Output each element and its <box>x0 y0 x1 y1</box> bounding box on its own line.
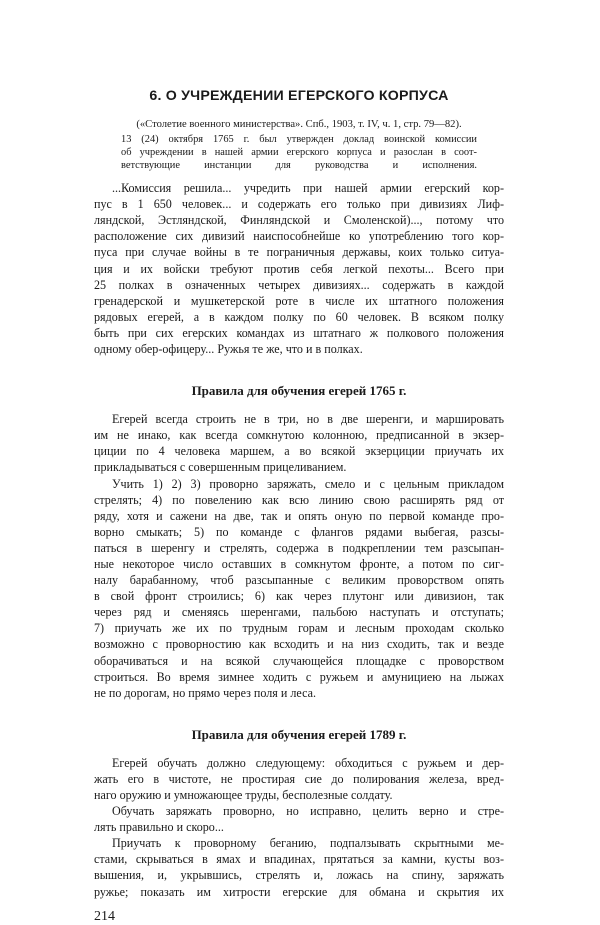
section-title-1765: Правила для обучения егерей 1765 г. <box>191 383 407 399</box>
rules-1765-text <box>94 411 504 701</box>
text-line: лять правильно и скоро... <box>94 820 224 835</box>
intro-line: 13 (24) октября 1765 г. был утвержден доклад воинской комиссии <box>121 133 477 145</box>
rules-1789-text <box>94 755 504 900</box>
text-line: гренадерской и мушкетерской роте в числе их штатного положения <box>94 293 504 308</box>
text-line: Обучать заряжать проворно, но исправно, целить верно и стре- <box>112 804 504 819</box>
text-line: ...Комиссия решила... учредить при нашей армии егерский кор- <box>112 181 504 196</box>
text-line: через ряд и сменяясь шеренгами, пальбою наступать и отступать; <box>94 605 504 620</box>
chapter-title: 6. О УЧРЕЖДЕНИИ ЕГЕРСКОГО КОРПУСА <box>149 88 449 104</box>
text-line: строиться. Во время зимнее ходить с ружьем и амунициею на лыжах <box>94 669 504 684</box>
text-line: паться в шеренгу и стрелять, содержа в подкреплении тем разсыпан- <box>94 540 504 555</box>
document-page <box>94 88 504 925</box>
text-line: налу барабанному, чтоб разсыпанные с великим проворством опять <box>94 573 504 588</box>
text-line: не по дорогам, но прямо через поля и леса. <box>94 685 316 700</box>
text-line: Учить 1) 2) 3) проворно заряжать, смело и с цельным прикладом <box>112 476 504 491</box>
text-line: стами, скрываться в ямах и впадинах, прятаться за камни, кусты воз- <box>94 852 504 867</box>
text-line: в свой фронт строились; 6) как через плутонг или дивизион, так <box>94 589 504 604</box>
text-line: жать его в чистоте, не простирая сие до полирования железа, вред- <box>94 771 504 786</box>
commission-decision-text <box>94 180 504 357</box>
text-line: ворно смыкать; 5) по команде с флангов рядами выбегая, разсы- <box>94 524 504 539</box>
text-line: циции по 4 человека маршем, а во всякой экзерциции приучать их <box>94 444 504 459</box>
text-line: быть при сих егерских командах из штатнаго ж полкового положения <box>94 325 504 340</box>
text-line: Егерей обучать должно следующему: обходиться с ружьем и дер- <box>112 755 504 770</box>
text-line: Приучать к проворному беганию, подпалзывать скрытными ме- <box>112 836 504 851</box>
text-line: расположение сих дивизий наиспособнейше ко употреблению того кор- <box>94 229 504 244</box>
text-line: ные некоторое число оставших в сомкнутом фронте, а потом по сиг- <box>94 556 504 571</box>
text-line: наго оружию и умножающее труды, бесполезные солдату. <box>94 788 393 803</box>
text-line: ция и их войски требуют против себя легкой пехоты... Всего при <box>94 261 504 276</box>
source-citation: («Столетие военного министерства». Спб., 1903, т. IV, ч. 1, стр. 79—82). <box>136 119 462 130</box>
intro-line: об учреждении в нашей армии егерского корпуса и разослан в соот- <box>121 146 477 158</box>
text-line: 7) приучать же их по трудным горам и лесным проходам сколько <box>94 621 504 636</box>
text-line: возможно с проворностию как всходить и на низ сходить, так и везде <box>94 637 504 652</box>
text-line: пуса при случае войны в те пограничныя державы, коих только ситуа- <box>94 245 504 260</box>
text-line: 25 полках в означенных четырех дивизиях... содержать в каждой <box>94 277 504 292</box>
page-number: 214 <box>94 908 115 924</box>
intro-line: ветствующие инстанции для руководства и исполнения. <box>121 159 477 171</box>
section-title-1789: Правила для обучения егерей 1789 г. <box>191 726 407 742</box>
text-line: стрелять; 4) по повелению как всю линию свою расширять ряд от <box>94 492 504 507</box>
text-line: им не инако, как всегда сомкнутою колонною, предписанной в экзер- <box>94 428 504 443</box>
text-line: Егерей всегда строить не в три, но в две шеренги, и маршировать <box>112 412 504 427</box>
text-line: ружье; показать им хитрости егерские для обмана и скрытия их <box>94 884 504 899</box>
intro-note <box>121 133 477 173</box>
text-line: рядовых егерей, а в каждом полку по 60 человек. В всяком полку <box>94 309 504 324</box>
text-line: ляндской, Эстляндской, Финляндской и Смоленской)..., потому что <box>94 213 504 228</box>
text-line: прикладываться с совершенным прицеливанием. <box>94 460 347 475</box>
text-line: вышения, и, укрывшись, стрелять и, ложась на спину, заряжать <box>94 868 504 883</box>
text-line: пус в 1 650 человек... и содержать его только при дивизиях Лиф- <box>94 197 504 212</box>
text-line: одному обер-офицеру... Ружья те же, что и в полках. <box>94 342 363 357</box>
text-line: ряду, хотя и сажени на две, так и опять оную по первой команде про- <box>94 508 504 523</box>
text-line: оборачиваться и на всякой случающейся площадке с проворством <box>94 653 504 668</box>
